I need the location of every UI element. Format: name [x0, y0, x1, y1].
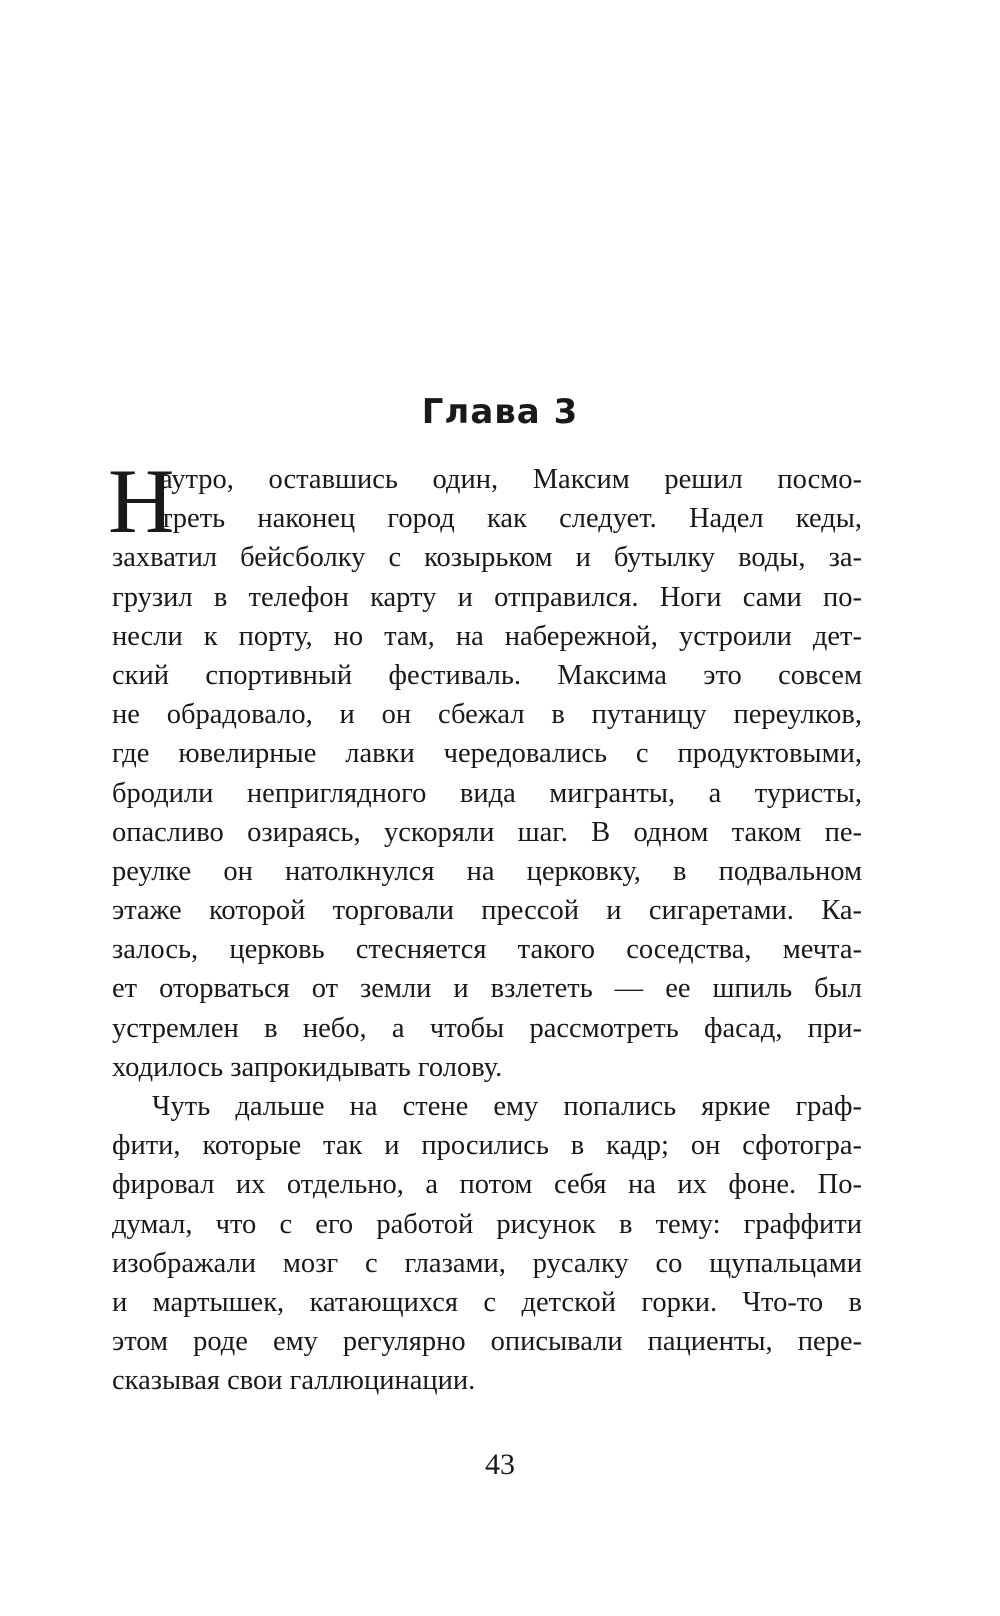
text-line: ский спортивный фестиваль. Максима это совсем: [112, 659, 862, 691]
chapter-body: [108, 450, 862, 1401]
text-line: этаже которой торговали прессой и сигаретами. Ка-: [112, 895, 862, 927]
text-line: ет оторваться от земли и взлететь — ее шпиль был: [112, 973, 862, 1005]
paragraph-1: [112, 460, 862, 1087]
text-line: Чуть дальше на стене ему попались яркие граф-: [152, 1091, 862, 1122]
page-number: 43: [485, 1448, 515, 1481]
text-line: этом роде ему регулярно описывали пациенты, пере-: [112, 1326, 862, 1358]
paragraph-2: [112, 1087, 862, 1401]
text-line: фити, которые так и просились в кадр; он сфотогра-: [112, 1130, 862, 1162]
text-line: захватил бейсболку с козырьком и бутылку воды, за-: [112, 542, 862, 574]
text-line: думал, что с его работой рисунок в тему: граффити: [112, 1208, 862, 1240]
drop-cap: Н: [108, 450, 175, 552]
text-line: несли к порту, но там, на набережной, устроили дет-: [112, 620, 862, 652]
text-line: аутро, оставшись один, Максим решил посмо-: [160, 464, 862, 495]
text-line: не обрадовало, и он сбежал в путаницу переулков,: [112, 699, 862, 731]
text-line: треть наконец город как следует. Надел кеды,: [160, 503, 862, 535]
text-line: и мартышек, катающихся с детской горки. Что-то в: [112, 1286, 862, 1318]
text-line: где ювелирные лавки чередовались с продуктовыми,: [112, 738, 862, 770]
text-line: опасливо озираясь, ускоряли шаг. В одном таком пе-: [112, 816, 862, 848]
chapter-title: Глава 3: [421, 392, 579, 432]
text-line: устремлен в небо, а чтобы рассмотреть фасад, при-: [112, 1012, 862, 1044]
text-line: изображали мозг с глазами, русалку со щупальцами: [112, 1247, 862, 1279]
text-line: ходилось запрокидывать голову.: [112, 1051, 503, 1083]
text-line: фировал их отдельно, а потом себя на их фоне. По-: [112, 1169, 862, 1201]
text-line: бродили неприглядного вида мигранты, а туристы,: [112, 777, 862, 809]
text-line: грузил в телефон карту и отправился. Ноги сами по-: [112, 581, 862, 613]
text-line: залось, церковь стесняется такого соседства, мечта-: [112, 934, 862, 966]
text-line: реулке он натолкнулся на церковку, в подвальном: [112, 855, 862, 887]
text-line: сказывая свои галлюцинации.: [112, 1365, 476, 1397]
